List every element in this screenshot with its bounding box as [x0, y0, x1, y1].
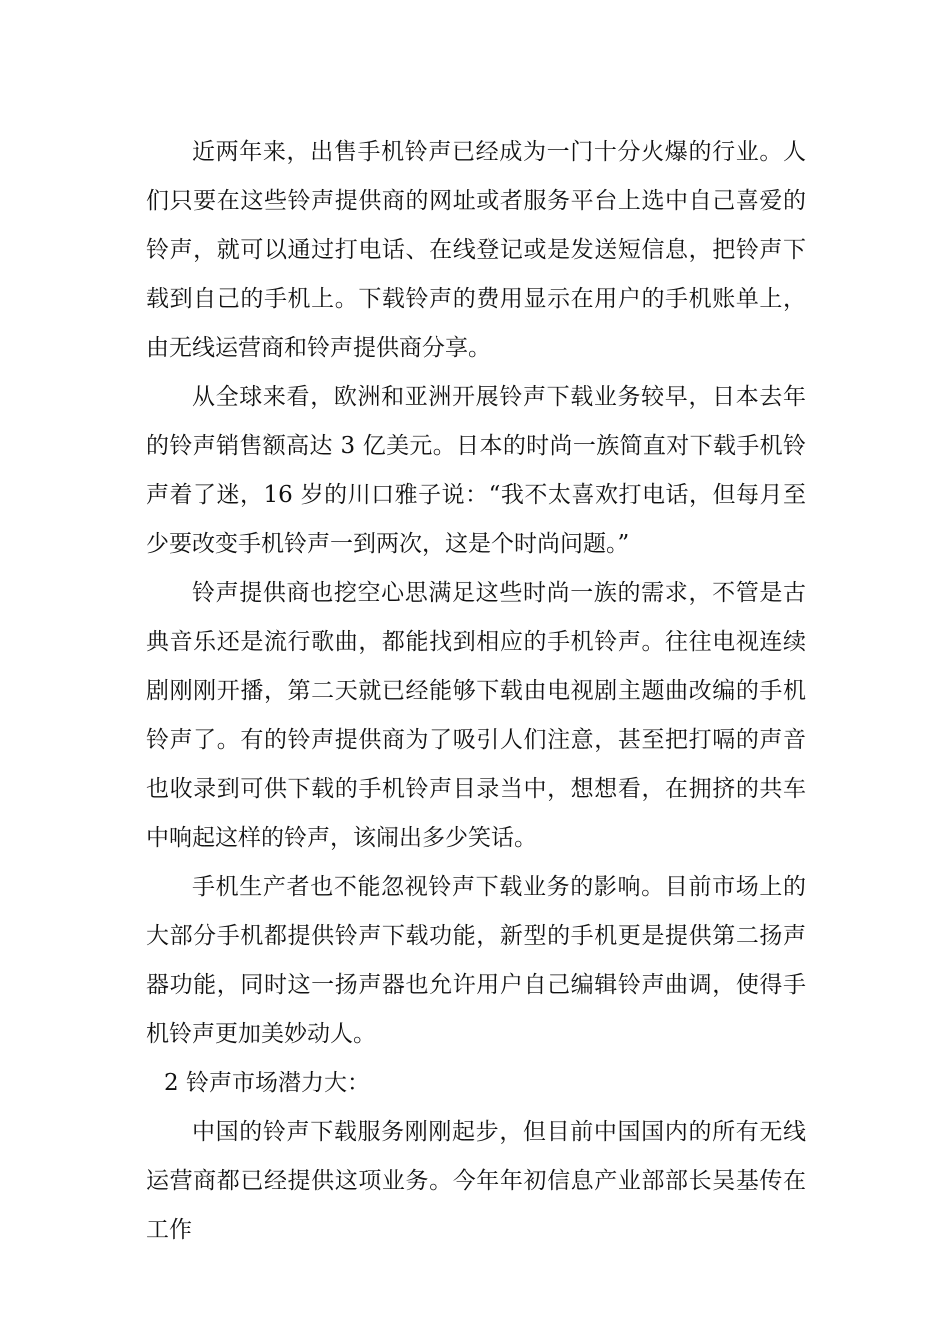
paragraph-manufacturers: 手机生产者也不能忽视铃声下载业务的影响。目前市场上的大部分手机都提供铃声下载功能，新型的手机更是提供第二扬声器功能，同时这一扬声器也允许用户自己编辑铃声曲调，使得手机铃声更加美妙动人。: [146, 874, 806, 1047]
paragraph-providers: 铃声提供商也挖空心思满足这些时尚一族的需求，不管是古典音乐还是流行歌曲，都能找到相应的手机铃声。往往电视连续剧刚刚开播，第二天就已经能够下载由电视剧主题曲改编的手机铃声了。有的铃声提供商为了吸引人们注意，甚至把打嗝的声音也收录到可供下载的手机铃声目录当中，想想看，在拥挤的共车中响起这样的铃声，该闹出多少笑话。: [146, 580, 806, 851]
paragraph-china: 中国的铃声下载服务刚刚起步，但目前中国国内的所有无线运营商都已经提供这项业务。今年年初信息产业部部长吴基传在工作: [146, 1119, 806, 1243]
paragraph-global: 从全球来看，欧洲和亚洲开展铃声下载业务较早，日本去年的铃声销售额高达 3 亿美元。日本的时尚一族简直对下载手机铃声着了迷，16 岁的川口雅子说：“我不太喜欢打电话，但每月至少要改变手机铃声一到两次，这是个时尚问题。”: [146, 384, 806, 557]
document-page: [146, 128, 806, 1255]
section-heading: 2 铃声市场潜力大：: [164, 1070, 370, 1096]
paragraph-intro: 近两年来，出售手机铃声已经成为一门十分火爆的行业。人们只要在这些铃声提供商的网址或者服务平台上选中自己喜爱的铃声，就可以通过打电话、在线登记或是发送短信息，把铃声下载到自己的手机上。下载铃声的费用显示在用户的手机账单上，由无线运营商和铃声提供商分享。: [146, 139, 806, 361]
